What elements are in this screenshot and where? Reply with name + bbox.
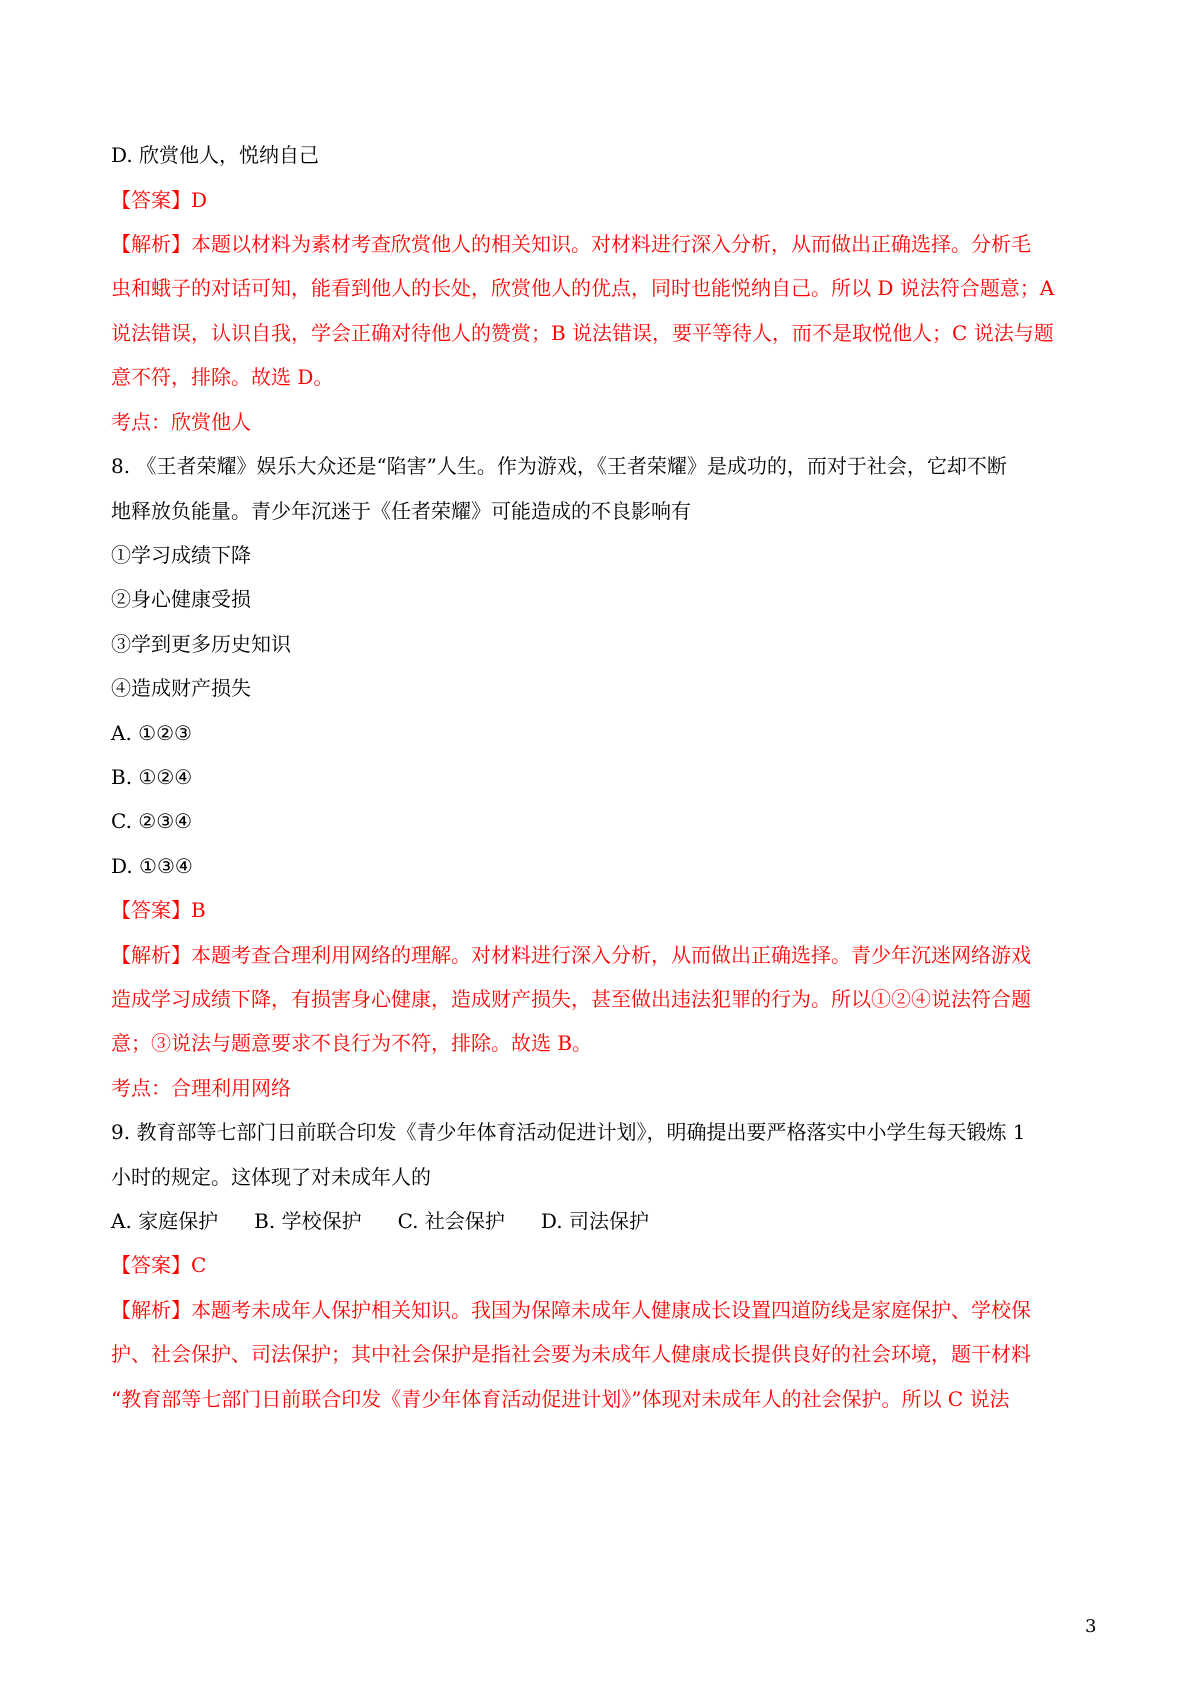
q8-analysis-line-3: 意；③说法与题意要求不良行为不符，排除。故选 B。 bbox=[111, 1031, 593, 1055]
q9-analysis-line-3: “教育部等七部门日前联合印发《青少年体育活动促进计划》”体现对未成年人的社会保护。所以 C 说法 bbox=[111, 1387, 1010, 1411]
q9-option-b: B. 学校保护 bbox=[254, 1209, 362, 1233]
q9-option-d: D. 司法保护 bbox=[540, 1209, 649, 1233]
q8-item-4: ④造成财产损失 bbox=[111, 676, 251, 700]
q9-stem-line-2: 小时的规定。这体现了对未成年人的 bbox=[111, 1165, 431, 1189]
q7-answer: 【答案】D bbox=[111, 188, 208, 212]
q8-topic: 考点：合理利用网络 bbox=[111, 1076, 291, 1100]
q7-analysis-line-2: 虫和蛾子的对话可知，能看到他人的长处，欣赏他人的优点，同时也能悦纳自己。所以 D 说法符合题意；A bbox=[111, 276, 1055, 300]
q9-analysis-line-2: 护、社会保护、司法保护；其中社会保护是指社会要为未成年人健康成长提供良好的社会环境，题干材料 bbox=[111, 1342, 1031, 1366]
q8-stem-line-1: 8. 《王者荣耀》娱乐大众还是“陷害”人生。作为游戏，《王者荣耀》是成功的，而对于社会，它却不断 bbox=[111, 454, 1007, 478]
q7-analysis-line-1: 【解析】本题以材料为素材考查欣赏他人的相关知识。对材料进行深入分析，从而做出正确选择。分析毛 bbox=[111, 232, 1031, 256]
page-number: 3 bbox=[1085, 1616, 1097, 1637]
q8-option-d: D. ①③④ bbox=[111, 854, 193, 878]
q8-item-3: ③学到更多历史知识 bbox=[111, 632, 291, 656]
q8-item-1: ①学习成绩下降 bbox=[111, 543, 251, 567]
q9-answer: 【答案】C bbox=[111, 1253, 207, 1277]
q9-option-c: C. 社会保护 bbox=[397, 1209, 505, 1233]
q7-option-d: D. 欣赏他人，悦纳自己 bbox=[111, 143, 320, 167]
q8-option-c: C. ②③④ bbox=[111, 809, 193, 833]
q9-option-a: A. 家庭保护 bbox=[111, 1209, 219, 1233]
q7-analysis-line-3: 说法错误，认识自我，学会正确对待他人的赞赏；B 说法错误，要平等待人，而不是取悦他人；C 说法与题 bbox=[111, 321, 1054, 345]
q7-topic: 考点：欣赏他人 bbox=[111, 410, 251, 434]
q8-option-a: A. ①②③ bbox=[111, 721, 192, 745]
q8-stem-line-2: 地释放负能量。青少年沉迷于《任者荣耀》可能造成的不良影响有 bbox=[111, 499, 691, 523]
q8-option-b: B. ①②④ bbox=[111, 765, 193, 789]
q8-analysis-line-2: 造成学习成绩下降，有损害身心健康，造成财产损失，甚至做出违法犯罪的行为。所以①②④说法符合题 bbox=[111, 987, 1031, 1011]
q8-analysis-line-1: 【解析】本题考查合理利用网络的理解。对材料进行深入分析，从而做出正确选择。青少年沉迷网络游戏 bbox=[111, 943, 1031, 967]
q8-answer: 【答案】B bbox=[111, 898, 206, 922]
q9-stem-line-1: 9. 教育部等七部门日前联合印发《青少年体育活动促进计划》，明确提出要严格落实中小学生每天锻炼 1 bbox=[111, 1120, 1026, 1144]
q9-options bbox=[111, 1207, 1111, 1235]
q9-analysis-line-1: 【解析】本题考未成年人保护相关知识。我国为保障未成年人健康成长设置四道防线是家庭保护、学校保 bbox=[111, 1298, 1031, 1322]
q7-analysis-line-4: 意不符，排除。故选 D。 bbox=[111, 365, 334, 389]
q8-item-2: ②身心健康受损 bbox=[111, 587, 251, 611]
